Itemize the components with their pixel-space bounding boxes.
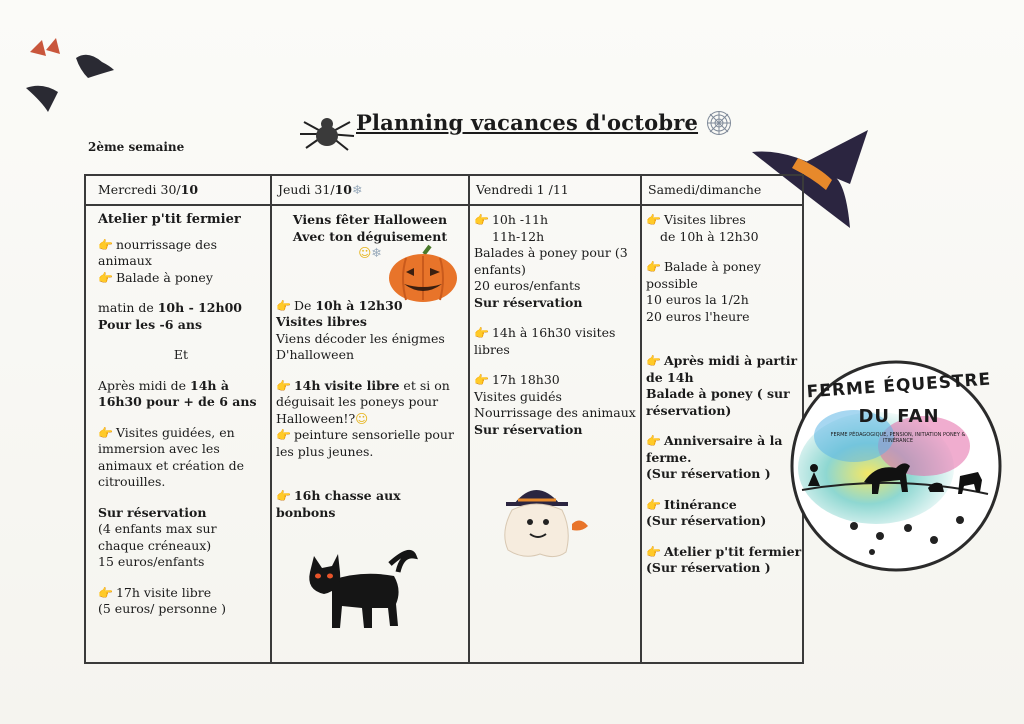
spider-icon [296, 112, 358, 156]
pointing-hand-icon: 👉 [98, 270, 113, 285]
pointing-hand-icon: 👉 [646, 354, 661, 368]
pointing-hand-icon: 👉 [646, 260, 661, 274]
page-title: Planning vacances d'octobre [356, 110, 699, 135]
week-label: 2ème semaine [88, 140, 185, 154]
pointing-hand-icon: 👉 [276, 378, 291, 393]
pointing-hand-icon: 👉 [276, 298, 291, 313]
smiley-icon: ☺ [358, 245, 372, 260]
cell-jeudi: Viens fêter Halloween Avec ton déguisement ☺❄ 👉 De 10h à 12h30 Visites libres Viens décoder les énigmes D'halloween 👉 14h visite libre et si on déguisait les poneys pour Halloween!?☺ 👉 peinture sensorielle pour les plus jeunes. 👉 16h chasse aux bonbons [276, 212, 454, 520]
pointing-hand-icon: 👉 [276, 428, 291, 442]
pointing-hand-icon: 👉 [98, 585, 113, 600]
logo-title: FERME ÉQUESTRE [806, 369, 992, 403]
header-vendredi: Vendredi 1 /11 [476, 182, 569, 197]
header-jeudi: Jeudi 31/10❄ [278, 182, 363, 197]
pointing-hand-icon: 👉 [474, 326, 489, 340]
pointing-hand-icon: 👉 [276, 489, 291, 503]
cell-weekend: 👉 Visites libres de 10h à 12h30 👉 Balade à poney possible 10 euros la 1/2h 20 euros l'heure 👉 Après midi à partir de 14h Balade à poney ( sur réservation) 👉 Anniversaire à la ferme. (Sur réservation ) 👉 Itinérance (Sur réservation) 👉 Atelier p'tit fermier (Sur réservation ) [646, 212, 802, 575]
black-cat-icon [302, 546, 420, 632]
pointing-hand-icon: 👉 [98, 425, 113, 440]
spiderweb-icon [706, 110, 732, 136]
header-mercredi: Mercredi 30/10 [98, 182, 199, 197]
ghost-icon [496, 480, 600, 562]
pumpkin-icon [386, 244, 460, 304]
cell-vendredi: 👉 10h -11h 11h-12h Balades à poney pour (3 enfants) 20 euros/enfants Sur réservation 👉 14h à 16h30 visites libres 👉 17h 18h30 Visites guidés Nourrissage des animaux Sur réservation [474, 212, 636, 437]
pointing-hand-icon: 👉 [646, 544, 661, 559]
pointing-hand-icon: 👉 [646, 434, 661, 448]
pointing-hand-icon: 👉 [474, 373, 489, 387]
bat-icon [24, 36, 124, 121]
pointing-hand-icon: 👉 [474, 213, 489, 227]
snowflake-icon: ❄ [371, 245, 382, 260]
logo-tagline: FERME PÉDAGOGIQUE, PENSION, INITIATION PONEY & ITINÉRANCE [830, 432, 966, 444]
pointing-hand-icon: 👉 [98, 237, 113, 252]
header-weekend: Samedi/dimanche [648, 182, 762, 197]
pointing-hand-icon: 👉 [646, 497, 661, 512]
snowflake-icon: ❄ [351, 182, 363, 197]
pointing-hand-icon: 👉 [646, 213, 661, 227]
logo-subtitle: DU FAN [858, 406, 940, 427]
cell-mercredi: Atelier p'tit fermier 👉 nourrissage des animaux 👉 Balade à poney matin de 10h - 12h00 Pour les -6 ans Et Après midi de 14h à 16h30 pour + de 6 ans 👉 Visites guidées, en immersion avec les animaux et création de citrouilles. Sur réservation (4 enfants max sur chaque créneaux) 15 euros/enfants 👉 17h visite libre (5 euros/ personne ) [98, 212, 257, 616]
farm-logo [784, 356, 1010, 576]
